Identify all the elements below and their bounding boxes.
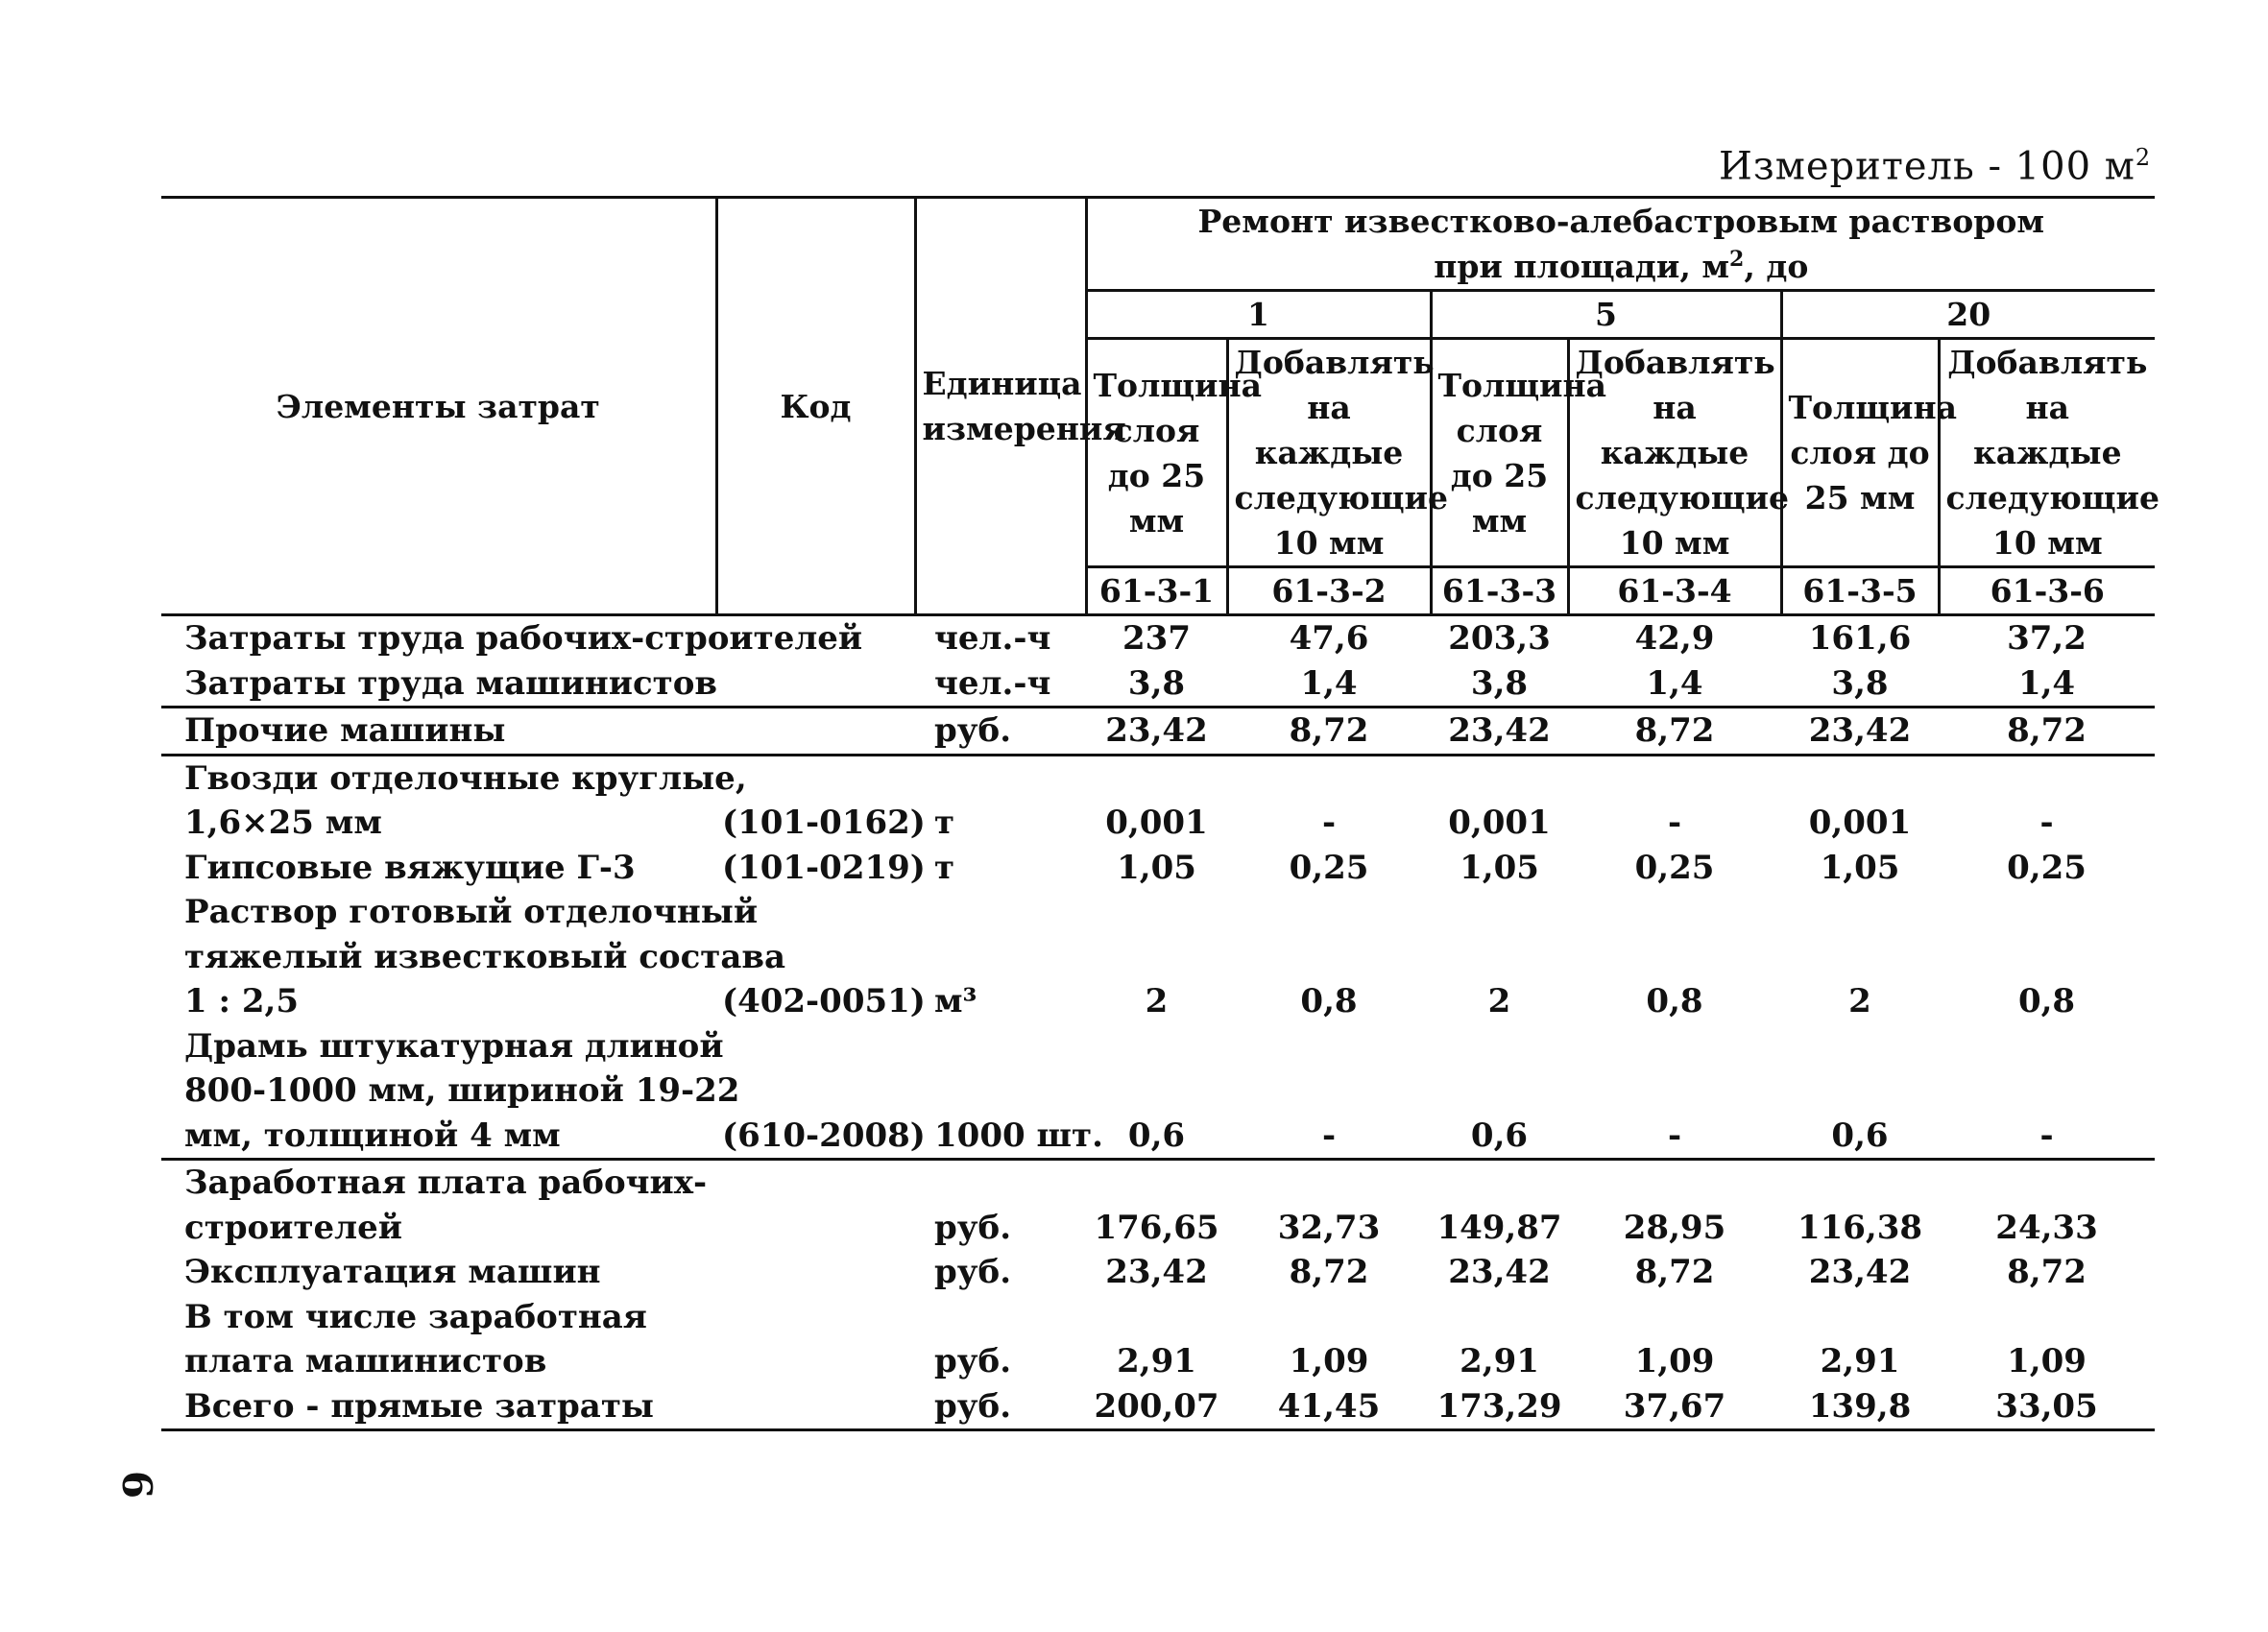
- row-value: 23,42: [1448, 1253, 1551, 1291]
- header-unit: Единица измерения: [915, 198, 1086, 615]
- row-value: -: [1939, 755, 2155, 846]
- table-row: [161, 615, 2155, 661]
- page-number: 6: [113, 1470, 161, 1500]
- table-row: [161, 1250, 2155, 1295]
- row-value: -: [1568, 755, 1781, 846]
- row-value: 0,001: [1781, 755, 1939, 846]
- row-value: 0,8: [2017, 982, 2076, 1020]
- row-name-line: Эксплуатация машин: [184, 1253, 601, 1291]
- header-sub-thickness-5: Толщина слоя до 25 мм: [1431, 339, 1568, 567]
- table-row: [161, 1295, 2155, 1384]
- row-value: 237: [1122, 619, 1191, 658]
- row-name: [161, 661, 915, 708]
- header-code-61-3-2: 61-3-2: [1227, 567, 1431, 615]
- header-sub-thickness-20: Толщина слоя до 25 мм: [1781, 339, 1939, 567]
- row-name-line: 800-1000 мм, шириной 19-22: [184, 1071, 740, 1110]
- row-value: 0,6: [1127, 1116, 1186, 1155]
- row-value: 37,67: [1568, 1384, 1781, 1430]
- measure-unit-caption: [1719, 144, 2152, 189]
- row-value: 33,05: [1939, 1384, 2155, 1430]
- row-value: 3,8: [1831, 663, 1889, 703]
- row-name: [161, 1295, 915, 1384]
- row-unit: руб.: [915, 1384, 1086, 1430]
- header-code-61-3-6: 61-3-6: [1939, 567, 2155, 615]
- row-value: 1,05: [1820, 848, 1900, 887]
- row-name-line: мм, толщиной 4 мм: [184, 1116, 561, 1155]
- table-row: [161, 846, 2155, 891]
- row-value: 200,07: [1086, 1384, 1227, 1430]
- row-unit: руб.: [934, 1253, 1012, 1291]
- row-name: [161, 708, 915, 756]
- header-code-61-3-5: 61-3-5: [1781, 567, 1939, 615]
- row-name: [161, 1160, 915, 1251]
- row-value: 0,6: [1831, 1116, 1889, 1155]
- row-value: 23,42: [1086, 708, 1227, 756]
- table-header: [161, 198, 2159, 615]
- row-value: 2,91: [1460, 1342, 1539, 1380]
- row-unit: чел.-ч: [934, 619, 1051, 658]
- row-code: (101-0219): [722, 848, 926, 887]
- row-value: 0,6: [1470, 1116, 1529, 1155]
- row-name-line: Раствор готовый отделочный: [184, 893, 759, 931]
- row-code: (402-0051): [722, 982, 926, 1020]
- table-row: [161, 890, 2155, 1024]
- measure-label: Измеритель - 100 м: [1719, 144, 2135, 189]
- header-code-61-3-3: 61-3-3: [1431, 567, 1568, 615]
- header-code: Код: [716, 198, 915, 615]
- row-name-line: Гипсовые вяжущие Г-3: [184, 848, 636, 887]
- row-name-line: Прочие машины: [184, 711, 506, 750]
- row-value: 23,42: [1808, 1253, 1912, 1291]
- table-body: [161, 615, 2155, 1430]
- row-value: 0,001: [1086, 755, 1227, 846]
- row-value: 203,3: [1448, 619, 1551, 658]
- row-value: -: [1321, 1116, 1337, 1155]
- row-value: 8,72: [1634, 1253, 1715, 1291]
- row-name: [161, 890, 786, 1024]
- row-value: 2,91: [1820, 1342, 1900, 1380]
- row-value: 0,25: [1289, 848, 1369, 887]
- row-name: [161, 615, 915, 661]
- row-code: (101-0162): [716, 755, 915, 846]
- row-value: -: [1227, 755, 1431, 846]
- row-value: 8,72: [1289, 1253, 1369, 1291]
- row-value: 161,6: [1808, 619, 1912, 658]
- row-unit: м³: [934, 982, 977, 1020]
- row-value: 32,73: [1227, 1160, 1431, 1251]
- row-name-line: Драмь штукатурная длиной: [184, 1026, 724, 1066]
- row-value: 23,42: [1105, 1253, 1208, 1291]
- header-elements: Элементы затрат: [161, 198, 716, 615]
- row-name-line: 1 : 2,5: [184, 982, 300, 1020]
- header-area-20: 20: [1781, 291, 2155, 339]
- row-name: [161, 755, 747, 846]
- header-code-61-3-4: 61-3-4: [1568, 567, 1781, 615]
- row-unit: руб.: [934, 1342, 1012, 1380]
- row-value: -: [1667, 1116, 1682, 1155]
- row-value: 1,09: [1634, 1342, 1715, 1380]
- cost-table: [161, 196, 2159, 1431]
- row-value: 8,72: [1939, 708, 2155, 756]
- row-value: 8,72: [2007, 1253, 2087, 1291]
- row-unit: руб.: [915, 1160, 1086, 1251]
- table-row: [161, 1160, 2155, 1251]
- row-name: [161, 1384, 915, 1430]
- row-value: 2: [1145, 982, 1169, 1020]
- row-value: 2: [1487, 982, 1511, 1020]
- row-value: -: [2039, 1116, 2054, 1155]
- row-value: 23,42: [1431, 708, 1568, 756]
- header-area-1: 1: [1086, 291, 1431, 339]
- row-value: 41,45: [1227, 1384, 1431, 1430]
- row-value: 1,4: [1300, 663, 1358, 703]
- header-sub-add-5: Добавлять на каждые следующие 10 мм: [1568, 339, 1781, 567]
- row-value: 176,65: [1086, 1160, 1227, 1251]
- row-value: 3,8: [1470, 663, 1529, 703]
- row-value: 23,42: [1781, 708, 1939, 756]
- row-value: 149,87: [1431, 1160, 1568, 1251]
- table-row: [161, 708, 2155, 756]
- row-unit: руб.: [915, 708, 1086, 756]
- row-name: [161, 1250, 915, 1295]
- row-name-line: плата машинистов: [184, 1342, 547, 1380]
- row-unit: т: [915, 755, 1086, 846]
- row-name: [161, 1024, 740, 1160]
- row-code: (610-2008): [722, 1116, 926, 1155]
- row-name-line: Гвозди отделочные круглые,: [184, 758, 747, 798]
- row-value: 0,8: [1300, 982, 1358, 1020]
- header-sub-thickness-1: Толщина слоя до 25 мм: [1086, 339, 1227, 567]
- row-value: 8,72: [1568, 708, 1781, 756]
- row-value: 173,29: [1431, 1384, 1568, 1430]
- row-value: 0,001: [1431, 755, 1568, 846]
- measure-sup: 2: [2135, 144, 2152, 171]
- row-value: 2: [1848, 982, 1871, 1020]
- header-sub-add-20: Добавлять на каждые следующие 10 мм: [1939, 339, 2155, 567]
- table-row: [161, 1384, 2155, 1430]
- row-name-line: Заработная плата рабочих-: [184, 1164, 708, 1202]
- row-value: 0,8: [1646, 982, 1703, 1020]
- table-row: [161, 1024, 2155, 1160]
- row-value: 3,8: [1127, 663, 1186, 703]
- row-unit: т: [934, 848, 955, 887]
- row-value: 0,25: [2007, 848, 2087, 887]
- table-row: [161, 755, 2155, 846]
- row-value: 1,09: [2007, 1342, 2087, 1380]
- header-sub-add-1: Добавлять на каждые следующие 10 мм: [1227, 339, 1431, 567]
- row-value: 28,95: [1568, 1160, 1781, 1251]
- row-name-line: Всего - прямые затраты: [184, 1386, 654, 1426]
- row-value: 1,4: [2017, 663, 2076, 703]
- table-row: [161, 661, 2155, 708]
- header-group-title: Ремонт известково-алебастровым раствором при площади, $м^2$, до: [1086, 198, 2155, 291]
- row-unit: чел.-ч: [934, 663, 1051, 703]
- row-value: 42,9: [1634, 619, 1715, 658]
- header-code-61-3-1: 61-3-1: [1086, 567, 1227, 615]
- row-unit: 1000 шт.: [934, 1116, 1103, 1155]
- row-value: 24,33: [1939, 1160, 2155, 1251]
- row-value: 1,09: [1289, 1342, 1369, 1380]
- row-value: 8,72: [1227, 708, 1431, 756]
- row-value: 47,6: [1289, 619, 1369, 658]
- row-name-line: Затраты труда рабочих-строителей: [184, 619, 863, 658]
- row-name-line: тяжелый известковый состава: [184, 937, 786, 976]
- row-value: 1,05: [1117, 848, 1196, 887]
- row-value: 2,91: [1117, 1342, 1196, 1380]
- row-value: 139,8: [1781, 1384, 1939, 1430]
- row-value: 1,05: [1460, 848, 1539, 887]
- row-name-line: строителей: [184, 1208, 402, 1247]
- row-name-line: 1,6×25 мм: [184, 804, 382, 842]
- row-name-line: В том числе заработная: [184, 1297, 647, 1336]
- row-value: 1,4: [1646, 663, 1703, 703]
- row-value: 37,2: [2007, 619, 2087, 658]
- header-area-5: 5: [1431, 291, 1781, 339]
- row-value: 0,25: [1634, 848, 1715, 887]
- row-value: 116,38: [1781, 1160, 1939, 1251]
- row-name-line: Затраты труда машинистов: [184, 663, 718, 703]
- row-name: [161, 846, 716, 891]
